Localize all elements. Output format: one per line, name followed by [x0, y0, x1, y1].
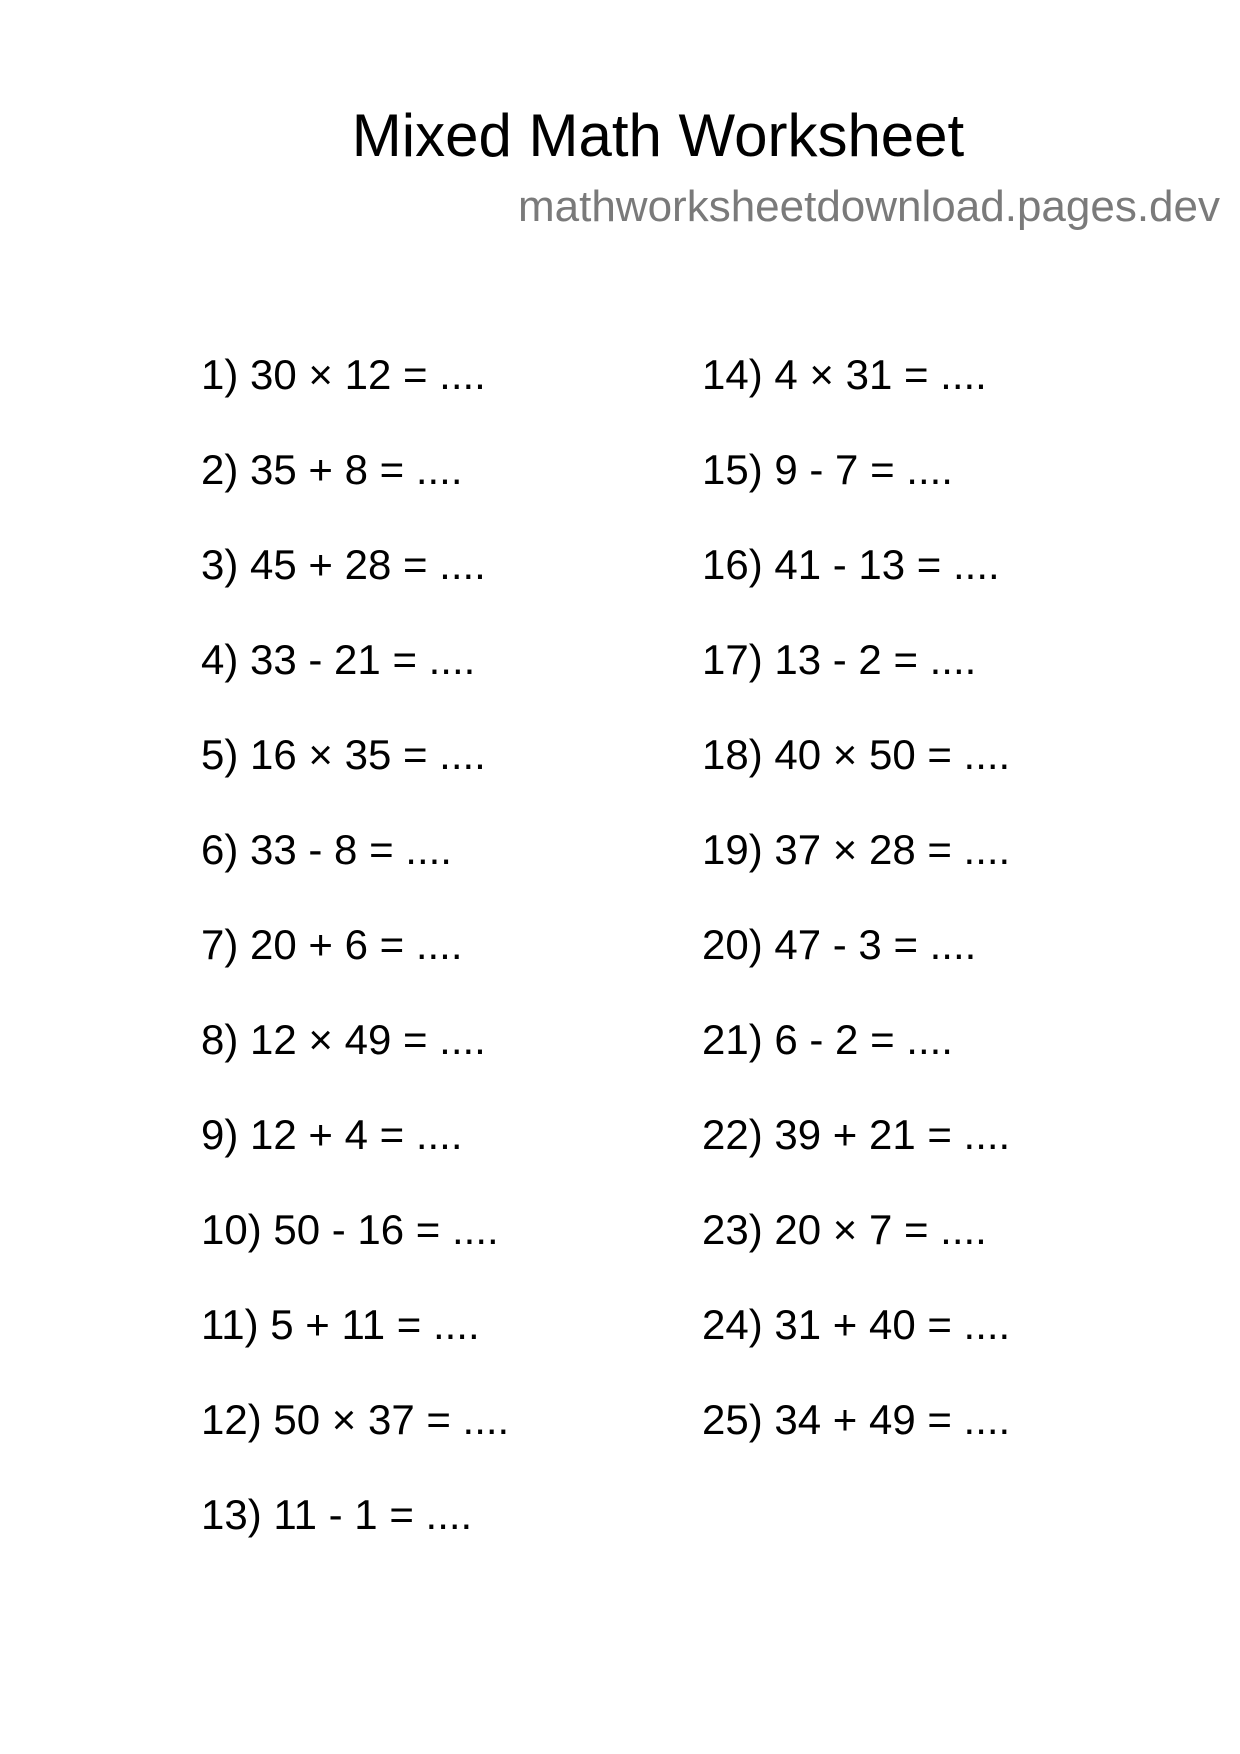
problem-item: 1) 30 × 12 = .... — [201, 351, 486, 398]
problem-item: 19) 37 × 28 = .... — [702, 826, 1011, 873]
problem-item: 7) 20 + 6 = .... — [201, 921, 463, 968]
problem-item: 21) 6 - 2 = .... — [702, 1016, 953, 1063]
problem-item: 13) 11 - 1 = .... — [201, 1491, 473, 1538]
problem-item: 2) 35 + 8 = .... — [201, 446, 463, 493]
problem-item: 18) 40 × 50 = .... — [702, 731, 1011, 778]
problem-item: 25) 34 + 49 = .... — [702, 1396, 1011, 1443]
problem-item: 6) 33 - 8 = .... — [201, 826, 452, 873]
problem-item: 15) 9 - 7 = .... — [702, 446, 953, 493]
problem-item: 20) 47 - 3 = .... — [702, 921, 977, 968]
problem-item: 17) 13 - 2 = .... — [702, 636, 977, 683]
problem-item: 3) 45 + 28 = .... — [201, 541, 486, 588]
problem-item: 10) 50 - 16 = .... — [201, 1206, 499, 1253]
problem-item: 23) 20 × 7 = .... — [702, 1206, 987, 1253]
problem-item: 5) 16 × 35 = .... — [201, 731, 486, 778]
source-url: mathworksheetdownload.pages.dev — [517, 182, 1220, 231]
problem-item: 12) 50 × 37 = .... — [201, 1396, 510, 1443]
problem-item: 24) 31 + 40 = .... — [702, 1301, 1011, 1348]
page-title: Mixed Math Worksheet — [351, 102, 965, 169]
problem-item: 22) 39 + 21 = .... — [702, 1111, 1011, 1158]
problem-item: 11) 5 + 11 = .... — [201, 1301, 480, 1348]
problem-item: 16) 41 - 13 = .... — [702, 541, 1000, 588]
problem-item: 4) 33 - 21 = .... — [201, 636, 476, 683]
problem-item: 14) 4 × 31 = .... — [702, 351, 987, 398]
problem-item: 9) 12 + 4 = .... — [201, 1111, 463, 1158]
problem-item: 8) 12 × 49 = .... — [201, 1016, 486, 1063]
